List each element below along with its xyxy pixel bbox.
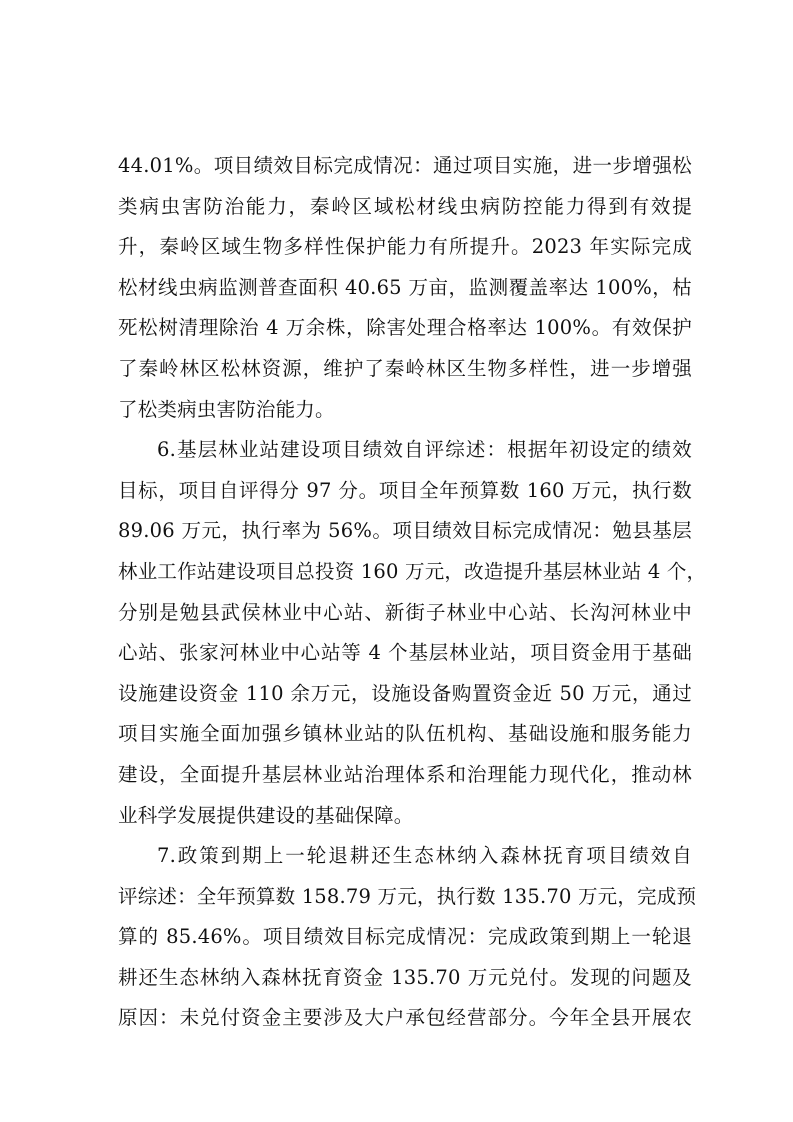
text-line: 算的 85.46%。项目绩效目标完成情况：完成政策到期上一轮退	[118, 925, 692, 949]
paragraph-item-7	[118, 836, 697, 1039]
text-line: 原因：未兑付资金主要涉及大户承包经营部分。今年全县开展农	[118, 1006, 692, 1030]
text-line: 松材线虫病监测普查面积 40.65 万亩，监测覆盖率达 100%，枯	[118, 275, 692, 299]
text-line: 了秦岭林区松林资源，维护了秦岭林区生物多样性，进一步增强	[118, 356, 692, 380]
text-line: 死松树清理除治 4 万余株，除害处理合格率达 100%。有效保护	[118, 316, 692, 340]
text-line: 89.06 万元，执行率为 56%。项目绩效目标完成情况：勉县基层	[118, 519, 692, 543]
text-line: 类病虫害防治能力，秦岭区域松材线虫病防控能力得到有效提	[118, 194, 692, 218]
text-line: 业科学发展提供建设的基础保障。	[118, 803, 414, 827]
text-line: 设施建设资金 110 余万元，设施设备购置资金近 50 万元，通过	[118, 681, 692, 705]
text-line: 了松类病虫害防治能力。	[118, 397, 335, 421]
text-line: 升，秦岭区域生物多样性保护能力有所提升。2023 年实际完成	[118, 235, 692, 259]
paragraph-item-6	[118, 430, 707, 836]
document-body	[118, 146, 707, 1039]
text-line: 心站、张家河林业中心站等 4 个基层林业站，项目资金用于基础	[118, 641, 692, 665]
text-line: 7.政策到期上一轮退耕还生态林纳入森林抚育项目绩效自	[157, 844, 692, 868]
text-line: 项目实施全面加强乡镇林业站的队伍机构、基础设施和服务能力	[118, 722, 692, 746]
text-line: 44.01%。项目绩效目标完成情况：通过项目实施，进一步增强松	[118, 154, 692, 177]
text-line: 目标，项目自评得分 97 分。项目全年预算数 160 万元，执行数	[118, 478, 692, 502]
paragraph-continuation	[118, 146, 692, 430]
text-line: 林业工作站建设项目总投资 160 万元，改造提升基层林业站 4 个，	[118, 559, 707, 583]
text-line: 6.基层林业站建设项目绩效自评综述：根据年初设定的绩效	[157, 438, 692, 462]
text-line: 评综述：全年预算数 158.79 万元，执行数 135.70 万元，完成预	[118, 884, 697, 908]
text-line: 建设，全面提升基层林业站治理体系和治理能力现代化，推动林	[118, 762, 692, 786]
text-line: 分别是勉县武侯林业中心站、新街子林业中心站、长沟河林业中	[118, 600, 692, 624]
text-line: 耕还生态林纳入森林抚育资金 135.70 万元兑付。发现的问题及	[118, 965, 692, 989]
